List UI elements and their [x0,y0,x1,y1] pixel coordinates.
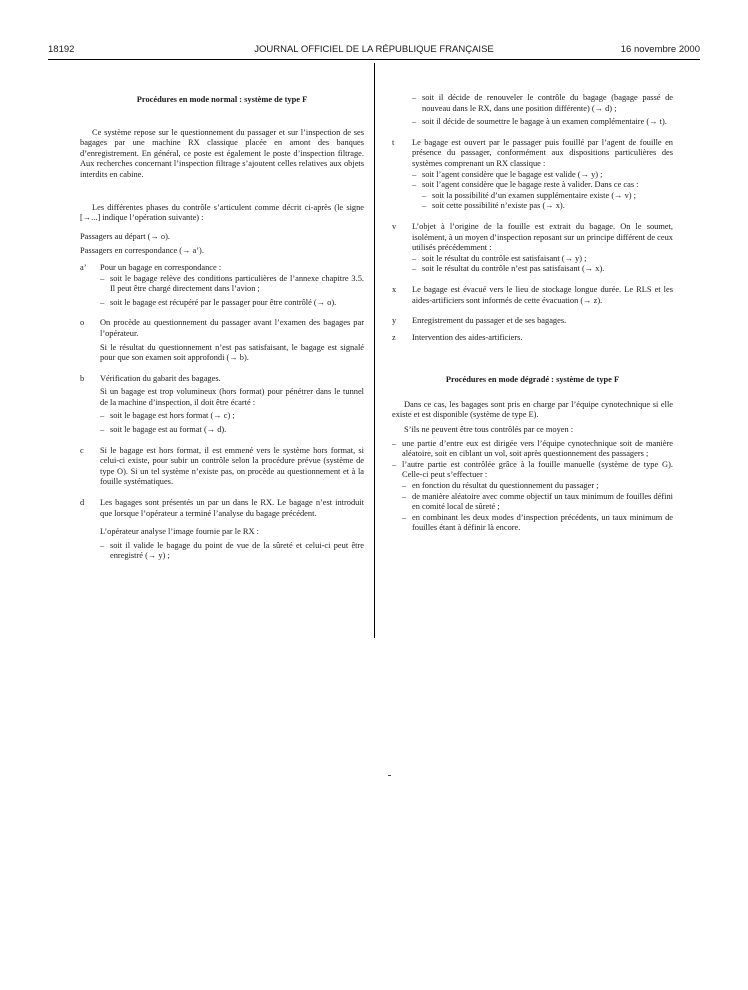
journal-title: JOURNAL OFFICIEL DE LA RÉPUBLIQUE FRANÇAISE [254,44,494,55]
step-b [80,374,364,436]
step-text: Si le résultat du questionnement n’est pas satisfaisant, le bagage est signalé pour que son examen soit approfondi (→ b). [100,342,364,363]
step-dash: – soit le résultat du contrôle n’est pas satisfaisant (→ x). [412,264,673,275]
section-heading-degraded: Procédures en mode dégradé : système de type F [445,375,620,385]
step-dash: – soit le bagage est récupéré par le passager pour être contrôlé (→ o). [100,298,364,309]
header-rule [48,59,700,60]
step-text: On procède au questionnement du passager avant l’examen des bagages par l’opérateur. [100,318,364,338]
step-text: Le bagage est ouvert par le passager puis fouillé par l’agent de fouille en présence du passager, conformément aux dispositions particulières des systèmes comprenant un RX classique : [412,137,673,168]
page-number: 18192 [48,44,75,55]
step-text: Si le bagage est hors format, il est emmené vers le système hors format, si celui-ci existe, pour subir un contrôle selon la procédure prévue (système de type O). Si un tel système n’existe pas, on procède au questionnement et à la fouille systématiques. [100,445,364,487]
page-header [48,44,700,60]
step-text: Pour un bagage en correspondance : [100,262,222,272]
step-label: o [80,318,85,328]
step-dash: – soit il décide de soumettre le bagage à un examen complémentaire (→ t). [412,117,673,128]
degraded-dash: – l’autre partie est contrôlée grâce à la fouille manuelle (système de type G). Celle-ci peut s’effectuer : [392,460,673,481]
publication-date: 16 novembre 2000 [620,44,700,55]
degraded-dash: – une partie d’entre eux est dirigée vers l’équipe cynotechnique soit de manière aléatoire, soit en ciblant un vol, soit après questionnement des passagers ; [392,439,673,460]
step-dash: – soit le bagage est au format (→ d). [100,425,364,436]
step-text: Le bagage est évacué vers le lieu de stockage longue durée. Le RLS et les aides-artificiers sont informés de cette évacuation (→ z). [412,284,673,305]
step-t [392,138,673,212]
left-column [80,95,364,572]
step-label: x [392,284,397,294]
step-d [80,498,364,562]
right-column [392,95,673,534]
step-dash: – soit le bagage est hors format (→ c) ; [100,411,364,422]
step-label: b [80,373,85,383]
degraded-subdash: – en fonction du résultat du questionnement du passager ; [392,481,673,492]
step-dash: – soit le bagage relève des conditions particulières de l’annexe chapitre 3.5. Il peut être chargé directement dans l’avion ; [100,274,364,295]
step-label: a’ [80,262,87,272]
step-text: L’objet à l’origine de la fouille est extrait du bagage. On le soumet, isolément, à un moyen d’inspection reposant sur un principe différent de ceux utilisés précédemment : [412,221,673,253]
degraded-condition: S’ils ne peuvent être tous contrôlés par ce moyen : [404,425,574,435]
step-dash: – soit il valide le bagage du point de vue de la sûreté et celui-ci peut être enregistré (→ y) ; [100,541,364,562]
column-divider [374,63,375,638]
step-label: y [392,316,397,326]
step-dash: – soit l’agent considère que le bagage reste à valider. Dans ce cas : [412,180,673,191]
connection-line: Passagers en correspondance (→ a’). [80,246,204,256]
page-mark [388,775,391,776]
step-a-prime [80,263,364,308]
step-dash: – soit il décide de renouveler le contrôle du bagage (bagage passé de nouveau dans le RX, dans une position différente) (→ d) ; [412,93,673,114]
phases-paragraph: Les différentes phases du contrôle s’articulent comme décrit ci-après (le signe [→...] indique l’opération suivante) : [80,202,364,223]
step-d-continuation [392,93,673,128]
degraded-subdash: – en combinant les deux modes d’inspection précédents, un taux minimum de fouilles étant à définir là encore. [392,513,673,534]
step-y [392,316,673,327]
degraded-subdash: – de manière aléatoire avec comme objectif un taux minimum de fouilles défini en comité local de sûreté ; [392,492,673,513]
step-label: c [80,445,84,455]
step-dash: – soit l’agent considère que le bagage est valide (→ y) ; [412,170,673,181]
step-text: Les bagages sont présentés un par un dans le RX. Le bagage n’est introduit que lorsque l’opérateur a terminé l’analyse du bagage précédent. [100,498,364,518]
step-x [392,285,673,306]
step-subdash: – soit la possibilité d’un examen supplémentaire existe (→ v) ; [412,191,673,202]
step-label: v [392,221,397,231]
degraded-intro: Dans ce cas, les bagages sont pris en charge par l’équipe cynotechnique si elle existe et est disponible (système de type E). [392,399,673,420]
step-v [392,222,673,275]
intro-paragraph: Ce système repose sur le questionnement du passager et sur l’inspection de ses bagages par une machine RX classique placée en amont des banques d’enregistrement. En général, ce poste est également le poste d’inspection filtrage. Aux recherches concernant l’inspection filtrage s’ajoutent celles relatives aux objets interdits en cabine. [80,127,364,179]
step-o [80,318,364,363]
section-heading-normal: Procédures en mode normal : système de type F [136,95,308,104]
step-text: Si un bagage est trop volumineux (hors format) pour pénétrer dans le tunnel de la machine d’inspection, il doit être écarté : [100,387,364,407]
step-dash: – soit le résultat du contrôle est satisfaisant (→ y) ; [412,254,673,265]
step-text: Vérification du gabarit des bagages. [100,373,221,383]
step-text: Intervention des aides-artificiers. [412,332,523,342]
step-text: L’opérateur analyse l’image fournie par le RX : [100,527,259,537]
step-text: Enregistrement du passager et de ses bagages. [412,316,567,326]
step-label: d [80,498,85,508]
step-subdash: – soit cette possibilité n’existe pas (→ x). [412,201,673,212]
step-label: z [392,332,396,342]
step-z [392,333,673,344]
step-label: t [392,137,395,147]
step-c [80,446,364,488]
departure-line: Passagers au départ (→ o). [80,231,171,241]
